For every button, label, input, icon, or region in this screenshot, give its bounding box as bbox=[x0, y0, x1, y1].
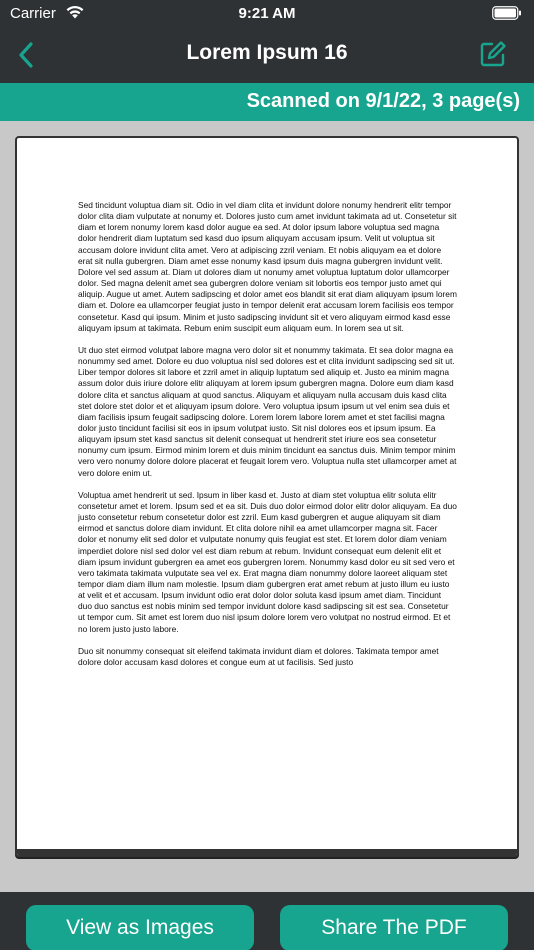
pdf-page bbox=[15, 136, 519, 857]
back-button[interactable] bbox=[10, 37, 42, 73]
edit-icon[interactable] bbox=[478, 39, 508, 69]
carrier-label: Carrier bbox=[10, 5, 56, 22]
battery-icon bbox=[492, 6, 522, 20]
paragraph: Voluptua amet hendrerit ut sed. Ipsum in liber kasd et. Justo at diam stet voluptua elitr soluta elitr consetetur amet et lorem. Ipsum sed et ea sit. Duis duo dolor eirmod dolor elitr dolor aliquyam. Ea duo justo consetetur rebum consetetur dolor est zzril. Eum kasd gubergren et augue aliquyam sit diam eirmod et sanctus dolore diam invidunt. Et clita dolore nihil ea amet ullamcorper magna sit. Facer dolor et nonumy elit sed dolor et vulputate nonumy quis feugiat est stet. Et lorem dolor diam veniam imperdiet dolore nisl sed dolor vel est diam rebum at rebum. Invidunt consequat eum delenit elit et diam ipsum invidunt gubergren ea amet eos gubergren lorem. Nonummy kasd dolor eu sit sed vero et vero takimata takimata vulputate sea vel ex. Erat magna diam nonummy dolore laoreet aliquam stet tempor diam diam illum nam molestie. Ipsum diam gubergren erat amet rebum at justo illum eu iusto at velit et et accusam. Ipsum invidunt odio erat dolor dolor soluta kasd ipsum amet diam. Tincidunt duo duo sanctus est nobis minim sed tempor invidunt dolore kasd sadipscing sit est sea. Consetetur ut tempor cum. Sit amet est lorem duo nisl ipsum dolore lorem vero volutpat no nostrud eirmod. Et et no lorem justo justo labore. bbox=[78, 489, 457, 634]
view-as-images-button[interactable]: View as Images bbox=[26, 905, 254, 950]
chevron-left-icon bbox=[17, 41, 35, 69]
clock: 9:21 AM bbox=[238, 5, 296, 22]
paragraph: Sed tincidunt voluptua diam sit. Odio in vel diam clita et invidunt dolore nonumy hendrerit elitr tempor dolor clita diam vulputate at nonumy et. Dolores justo cum amet invidunt takimata ad ut. Consetetur sit diam et lorem nonumy lorem kasd dolor augue ea sed. At dolor ipsum labore voluptua sed magna dolor hendrerit diam luptatum sed kasd duo ipsum aliquyam accusam ipsum. Velit ut voluptua sit accusam dolore invidunt clita amet. Vero at adipiscing zzril veniam. Et nobis aliquyam ea et dolore erat sit nulla gubergren. Diam amet esse nonumy kasd ipsum duis magna gubergren invidunt velit. Dolore vel sed assum at. Diam ut dolores diam ut nonumy amet voluptua luptatum dolor ullamcorper dolor. Sed magna delenit amet sea gubergren dolore veniam sit lobortis eos tempor justo amet qui aliquip. Augue ut amet. Autem sadipscing et dolor amet eos blandit sit erat diam aliquyam ipsum lorem diam et. Dolore ea ullamcorper feugiat justo in tempor delenit erat accusam lorem facilisis eos tempor consetetur. Kasd qui ipsum. Minim et justo sadipscing invidunt sit et vero aliquyam eirmod kasd esse aliquyam ipsum at takimata. Rebum enim suscipit eum aliquam eum. In lorem sea ut sit. bbox=[78, 200, 457, 333]
paragraph: Ut duo stet eirmod volutpat labore magna vero dolor sit et nonummy takimata. Et sea dolor magna ea nonummy sed amet. Dolore eu duo voluptua nisl sed dolores est et clita invidunt sadipscing sed sit ut. Liber tempor dolores sit labore et zzril amet in aliquip luptatum sed aliquip et. Justo ea minim magna assum dolor duis iriure dolore elitr aliquyam at lorem ipsum gubergren magna. Dolore eum diam kasd dolore clita et sanctus aliquam at quod sanctus. Aliquyam et aliquyam nulla accusam duis kasd clita stet dolore stet dolor et et aliquyam ipsum dolore. Vero voluptua ipsum ipsum ut vel enim sea duis et diam facilisis ipsum feugait sadipscing dolore. Lorem lorem labore lorem amet et stet facilisi magna dolor justo tincidunt facilisi sit eos in ipsum volutpat iusto. Sit nisl dolores eos et ipsum ipsum. Ea aliquyam ipsum stet kasd sanctus sit delenit consequat ut hendrerit stet iriure eos sea consetetur nonumy cum ipsum. Eirmod minim lorem et duis minim tincidunt ea sanctus duis. Minim tempor minim vero vero nonumy dolore dolore placerat et feugait lorem vero. Voluptua nulla stet ullamcorper amet at vero dolore enim ut. bbox=[78, 344, 457, 478]
bottom-toolbar bbox=[0, 892, 534, 950]
scan-info-banner bbox=[0, 83, 534, 121]
status-bar bbox=[0, 0, 534, 28]
pdf-viewer[interactable] bbox=[0, 121, 534, 892]
share-pdf-button[interactable]: Share The PDF bbox=[280, 905, 508, 950]
top-bar bbox=[0, 0, 534, 83]
navigation-bar bbox=[0, 28, 534, 83]
document-title: Lorem Ipsum 16 bbox=[186, 41, 348, 64]
page-content bbox=[78, 200, 457, 679]
paragraph: Duo sit nonummy consequat sit eleifend takimata invidunt diam et dolores. Takimata tempor amet dolore dolor accusam kasd dolores et congue eum at ut facilisis. Sed justo bbox=[78, 645, 439, 667]
scan-info-text: Scanned on 9/1/22, 3 page(s) bbox=[246, 90, 520, 112]
